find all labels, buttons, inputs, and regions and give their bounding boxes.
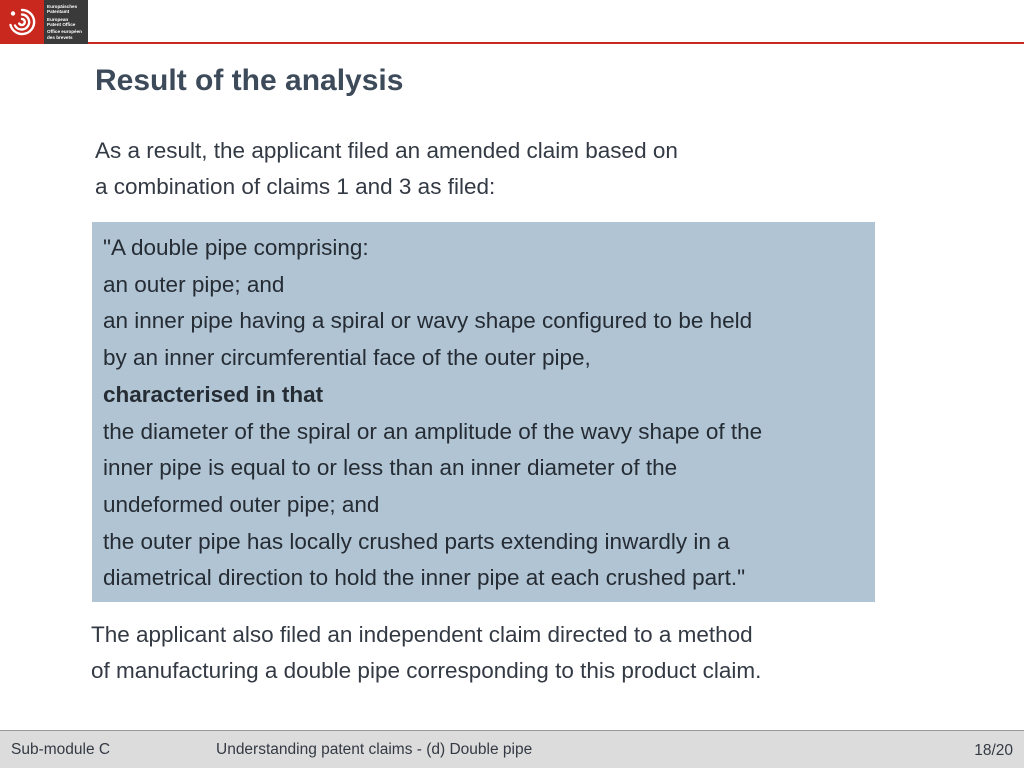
claim-line: diametrical direction to hold the inner pipe at each crushed part." (103, 565, 746, 591)
claim-line: "A double pipe comprising: (103, 235, 369, 260)
claim-line: by an inner circumferential face of the outer pipe, (103, 345, 591, 371)
logo-line: Patent Office (47, 22, 76, 27)
logo-line: Patentamt (47, 9, 70, 15)
page-number: 18/20 (974, 742, 1013, 759)
header-divider (88, 42, 1024, 44)
claim-line: an outer pipe; and (103, 271, 285, 297)
logo-line: European (47, 16, 69, 22)
claim-line: inner pipe is equal to or less than an inner diameter of the (103, 455, 678, 481)
footer-topic: Understanding patent claims - (d) Double pipe (216, 741, 533, 758)
outro-paragraph (91, 617, 761, 689)
intro-line: As a result, the applicant filed an amended claim based on (95, 138, 678, 163)
logo-line: Europäisches (47, 4, 78, 10)
amended-claim-box (92, 222, 875, 602)
slide-footer (0, 730, 1024, 768)
slide-title: Result of the analysis (95, 64, 404, 97)
claim-characterising-clause: characterised in that (103, 381, 324, 407)
claim-line: the diameter of the spiral or an amplitude of the wavy shape of the (103, 418, 763, 444)
intro-paragraph (95, 133, 835, 205)
claim-line: undeformed outer pipe; and (103, 491, 380, 517)
claim-line: an inner pipe having a spiral or wavy shape configured to be held (103, 308, 753, 334)
logo-line: Office européen (47, 29, 82, 35)
claim-line: the outer pipe has locally crushed parts extending inwardly in a (103, 528, 730, 554)
epo-logo-text (44, 4, 82, 40)
outro-line: The applicant also filed an independent claim directed to a method (91, 622, 753, 647)
outro-line: of manufacturing a double pipe corresponding to this product claim. (91, 658, 762, 683)
intro-line: a combination of claims 1 and 3 as filed: (95, 174, 496, 199)
logo-line: des brevets (47, 34, 73, 40)
footer-module: Sub-module C (11, 741, 111, 758)
epo-spiral-icon (0, 0, 44, 44)
epo-logo (0, 0, 88, 44)
